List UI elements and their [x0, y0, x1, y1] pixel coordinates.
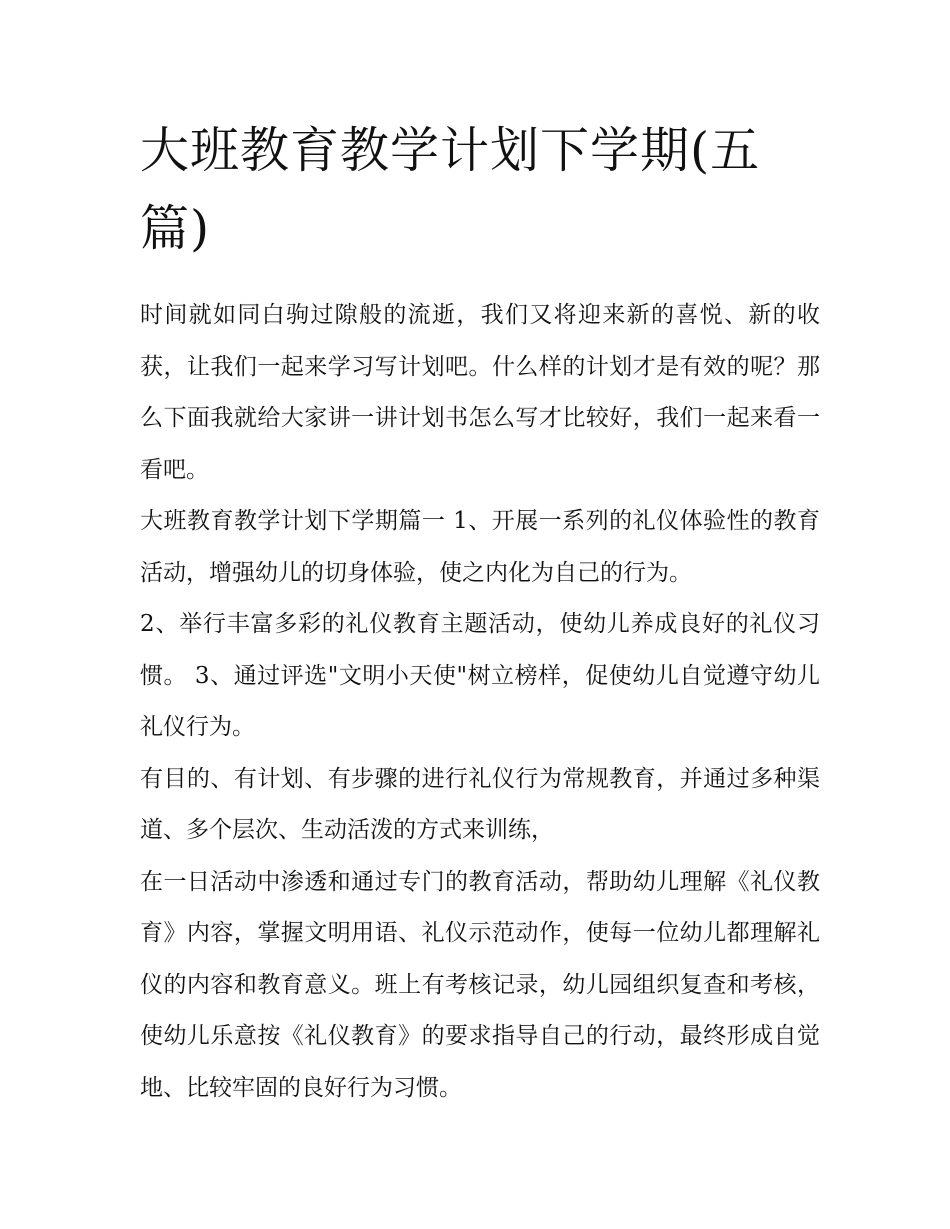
daily-activities-paragraph: 在一日活动中渗透和通过专门的教育活动，帮助幼儿理解《礼仪教育》内容，掌握文明用语、礼仪示范动作，使每一位幼儿都理解礼仪的内容和教育意义。班上有考核记录，幼儿园组织复查和考核，使幼儿乐意按《礼仪教育》的要求指导自己的行动，最终形成自觉地、比较牢固的良好行为习惯。	[140, 868, 820, 1101]
activities-paragraph: 2、举行丰富多彩的礼仪教育主题活动，使幼儿养成良好的礼仪习惯。 3、通过评选"文明小天使"树立榜样，促使幼儿自觉遵守幼儿礼仪行为。	[140, 611, 820, 740]
document-title: 大班教育教学计划下学期(五篇)	[140, 122, 761, 257]
intro-paragraph: 时间就如同白驹过隙般的流逝，我们又将迎来新的喜悦、新的收获，让我们一起来学习写计划吧。什么样的计划才是有效的呢？那么下面我就给大家讲一讲计划书怎么写才比较好，我们一起来看一看吧。	[140, 302, 820, 483]
section-one-paragraph: 大班教育教学计划下学期篇一 1、开展一系列的礼仪体验性的教育活动，增强幼儿的切身体验，使之内化为自己的行为。	[140, 508, 820, 586]
document-body	[140, 112, 820, 1114]
training-paragraph: 有目的、有计划、有步骤的进行礼仪行为常规教育，并通过多种渠道、多个层次、生动活泼的方式来训练，	[140, 765, 820, 843]
